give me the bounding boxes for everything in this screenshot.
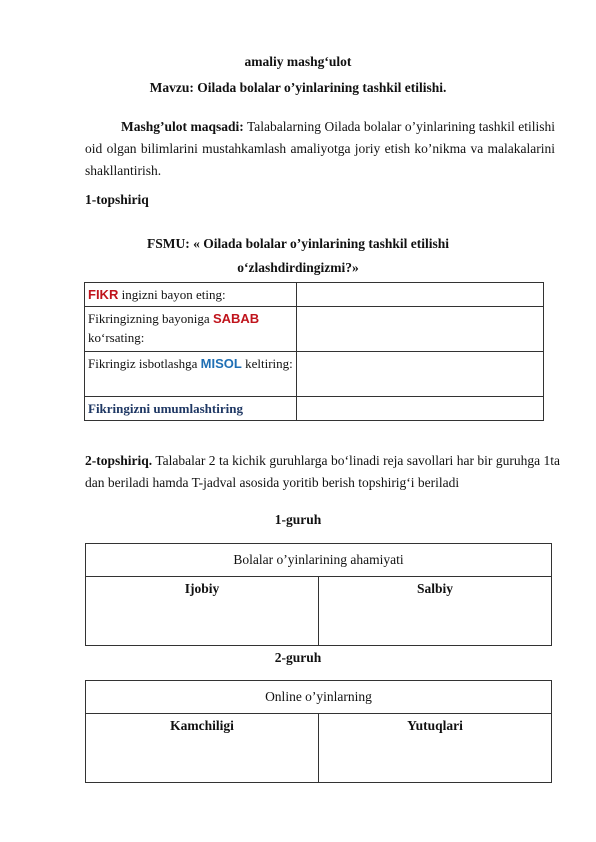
fsmu-answer-cell[interactable] xyxy=(297,352,544,397)
page-heading: amaliy mashg‘ulot xyxy=(244,54,352,69)
fsmu-answer-cell[interactable] xyxy=(297,397,544,421)
task2-text: Talabalar 2 ta kichik guruhlarga bo‘linadi reja savollari har bir guruhga 1ta dan beriladi hamda T-jadval asosida yoritib berish topshirig‘i beriladi xyxy=(85,453,560,490)
fsmu-table xyxy=(84,282,544,421)
group1-col-ijobiy[interactable]: Ijobiy xyxy=(86,577,319,646)
task2-paragraph xyxy=(85,450,560,494)
sabab-keyword: SABAB xyxy=(212,311,260,326)
topic-title: Mavzu: Oilada bolalar o’yinlarining tashkil etilishi. xyxy=(149,80,447,95)
group2-col-kamchiligi[interactable]: Kamchiligi xyxy=(86,714,319,783)
group1-title: 1-guruh xyxy=(274,512,322,527)
task2-label: 2-topshiriq. xyxy=(85,453,153,468)
fsmu-row-text: keltiring: xyxy=(241,356,293,371)
group1-col-salbiy[interactable]: Salbiy xyxy=(319,577,552,646)
fsmu-row-text: ingizni bayon eting: xyxy=(118,287,226,302)
fsmu-title-line2: o‘zlashdirdingizmi?» xyxy=(237,260,359,275)
goal-paragraph xyxy=(85,116,555,182)
fsmu-row xyxy=(85,352,544,397)
fsmu-row-text: Fikringizning bayoniga xyxy=(88,311,213,326)
group2-title: 2-guruh xyxy=(274,650,322,665)
task1-title: 1-topshiriq xyxy=(85,192,149,207)
group1-t-table xyxy=(85,543,552,646)
fsmu-answer-cell[interactable] xyxy=(297,283,544,307)
fikr-keyword: FIKR xyxy=(88,287,119,302)
fsmu-row-text: Fikringizni umumlashtiring xyxy=(85,397,297,421)
goal-text: Talabalarning Oilada bolalar o’yinlarining tashkil etilishi oid olgan bilimlarini mustahkamlash amaliyotga joriy etish ko’nikma va malakalarini shakllantirish. xyxy=(85,119,555,178)
fsmu-row-text: Fikringiz isbotlashga xyxy=(88,356,201,371)
fsmu-title-line1: FSMU: « Oilada bolalar o’yinlarining tashkil etilishi xyxy=(146,236,450,251)
group1-table-header: Bolalar o’yinlarining ahamiyati xyxy=(86,544,552,577)
fsmu-row xyxy=(85,307,544,352)
fsmu-answer-cell[interactable] xyxy=(297,307,544,352)
misol-keyword: MISOL xyxy=(200,356,242,371)
fsmu-row xyxy=(85,283,544,307)
fsmu-row xyxy=(85,397,544,421)
group2-col-yutuqlari[interactable]: Yutuqlari xyxy=(319,714,552,783)
goal-label: Mashg’ulot maqsadi: xyxy=(121,119,244,134)
fsmu-row-text: ko‘rsating: xyxy=(88,330,145,345)
group2-table-header: Online o’yinlarning xyxy=(86,681,552,714)
group2-t-table xyxy=(85,680,552,783)
